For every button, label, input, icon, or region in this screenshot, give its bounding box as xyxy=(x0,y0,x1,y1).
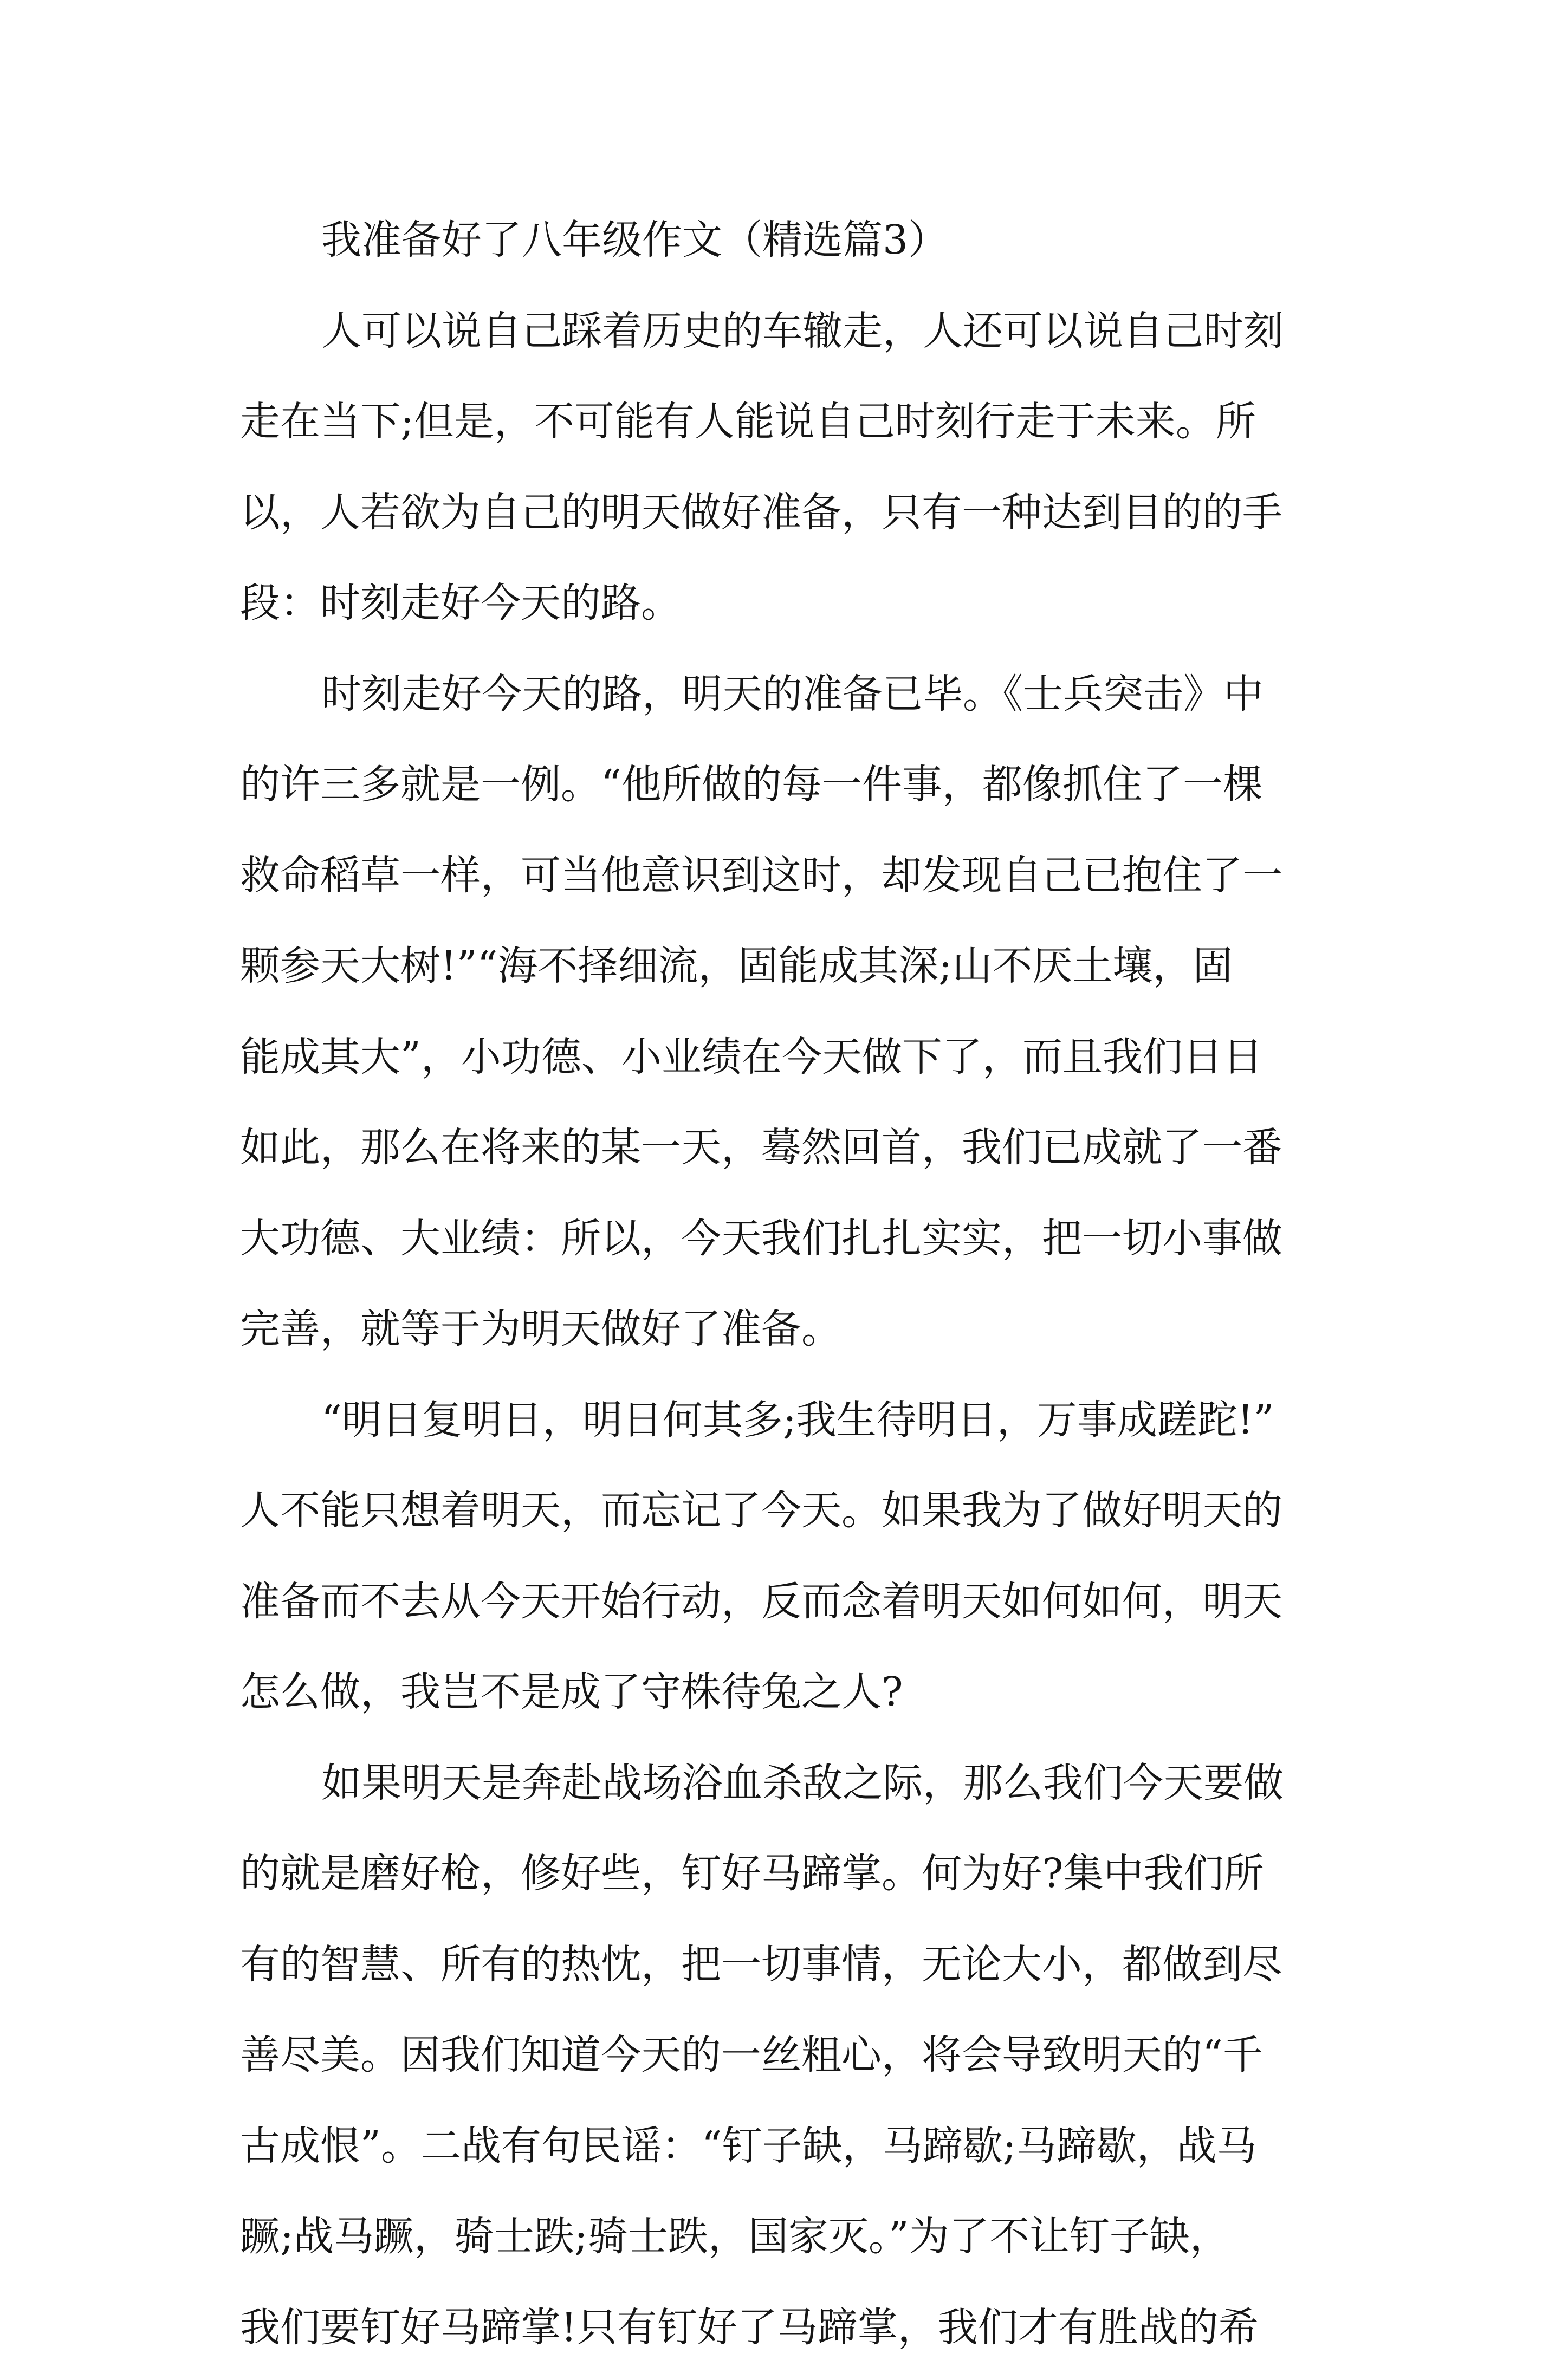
paragraph-line: 的就是磨好枪，修好些，钉好马蹄掌。何为好?集中我们所 xyxy=(240,1829,1329,1920)
paragraph-line: 走在当下;但是，不可能有人能说自己时刻行走于未来。所 xyxy=(240,377,1329,468)
paragraph-line: 完善，就等于为明天做好了准备。 xyxy=(240,1284,1329,1375)
paragraph-line: 古成恨”。二战有句民谣：“钉子缺，马蹄歇;马蹄歇，战马 xyxy=(240,2101,1329,2192)
paragraph-line: 如果明天是奔赴战场浴血杀敌之际，那么我们今天要做 xyxy=(240,1738,1329,1829)
paragraph-line: 如此，那么在将来的某一天，蓦然回首，我们已成就了一番 xyxy=(240,1103,1329,1194)
paragraph-line: 大功德、大业绩：所以，今天我们扎扎实实，把一切小事做 xyxy=(240,1194,1329,1285)
paragraph-line: 颗参天大树!”“海不择细流，固能成其深;山不厌土壤，固 xyxy=(240,921,1329,1012)
paragraph-2 xyxy=(240,649,1329,1375)
paragraph-line: 人不能只想着明天，而忘记了今天。如果我为了做好明天的 xyxy=(240,1466,1329,1557)
document-body xyxy=(240,195,1329,2373)
paragraph-3 xyxy=(240,1375,1329,1738)
paragraph-4 xyxy=(240,1738,1329,2373)
paragraph-line: 段：时刻走好今天的路。 xyxy=(240,558,1329,649)
paragraph-line: 准备而不去从今天开始行动，反而念着明天如何如何，明天 xyxy=(240,1557,1329,1648)
paragraph-line: 怎么做，我岂不是成了守株待兔之人? xyxy=(240,1647,1329,1738)
paragraph-line: 我们要钉好马蹄掌!只有钉好了马蹄掌，我们才有胜战的希 xyxy=(240,2283,1329,2373)
document-title: 我准备好了八年级作文（精选篇3） xyxy=(240,195,1329,286)
paragraph-line: 以，人若欲为自己的明天做好准备，只有一种达到目的的手 xyxy=(240,468,1329,559)
paragraph-line: 蹶;战马蹶，骑士跌;骑士跌，国家灭。”为了不让钉子缺， xyxy=(240,2192,1329,2283)
paragraph-line: 时刻走好今天的路，明天的准备已毕。《士兵突击》中 xyxy=(240,649,1329,740)
paragraph-line: 的许三多就是一例。“他所做的每一件事，都像抓住了一棵 xyxy=(240,740,1329,831)
paragraph-1 xyxy=(240,286,1329,649)
paragraph-line: 救命稻草一样，可当他意识到这时，却发现自己已抱住了一 xyxy=(240,831,1329,922)
paragraph-line: “明日复明日，明日何其多;我生待明日，万事成蹉跎!” xyxy=(240,1375,1329,1466)
paragraph-line: 善尽美。因我们知道今天的一丝粗心，将会导致明天的“千 xyxy=(240,2010,1329,2101)
paragraph-line: 人可以说自己踩着历史的车辙走，人还可以说自己时刻 xyxy=(240,286,1329,377)
paragraph-line: 能成其大”，小功德、小业绩在今天做下了，而且我们日日 xyxy=(240,1012,1329,1103)
paragraph-line: 有的智慧、所有的热忱，把一切事情，无论大小，都做到尽 xyxy=(240,1920,1329,2011)
